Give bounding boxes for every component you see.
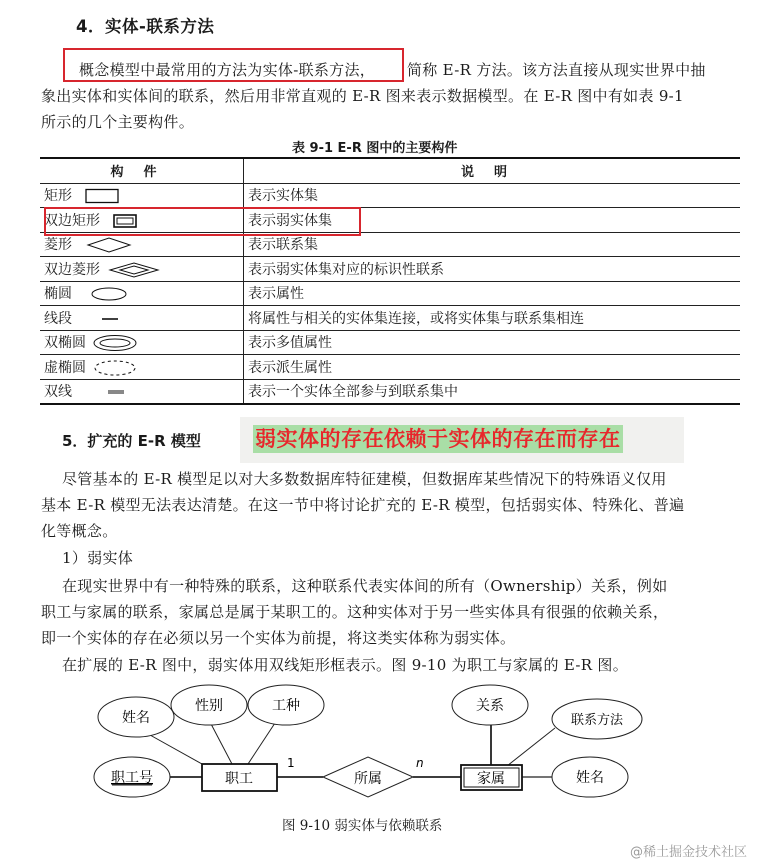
double-diamond-symbol-icon: [108, 261, 160, 279]
double-ellipse-symbol-icon: [92, 334, 138, 352]
description-cell: 表示弱实体集对应的标识性联系: [244, 257, 741, 282]
component-label: 双线: [44, 384, 72, 401]
section-5-para2-line1: 在现实世界中有一种特殊的联系，这种联系代表实体间的所有（Ownership）关系，例如: [62, 577, 668, 595]
svg-text:所属: 所属: [354, 771, 382, 787]
dashed-ellipse-symbol-icon: [92, 359, 138, 377]
table-row: [40, 306, 740, 331]
component-label: 虚椭圆: [44, 359, 86, 376]
component-label: 线段: [44, 310, 72, 327]
section-4-heading: 4．实体-联系方法: [76, 17, 215, 36]
description-cell: 表示属性: [244, 281, 741, 306]
table-row: [40, 355, 740, 380]
section-5-heading: 5．扩充的 E-R 模型: [62, 432, 201, 450]
double-line-symbol-icon: [106, 387, 126, 397]
relationship-belongs-diamond: [323, 757, 413, 797]
cardinality-n: n: [416, 756, 424, 770]
attribute-name-ellipse: [98, 697, 174, 737]
section-4-para-line3: 所示的几个主要构件。: [41, 113, 195, 131]
section-4-para-line1-highlight: 概念模型中最常用的方法为实体-联系方法，: [79, 61, 376, 79]
attribute-relation-ellipse: [452, 685, 528, 725]
attribute-contact-ellipse: [552, 699, 642, 739]
component-label: 菱形: [44, 237, 72, 254]
attribute-dependent-name-ellipse: [552, 757, 628, 797]
header-component: 构件: [40, 158, 244, 183]
component-label: 双椭圆: [44, 335, 86, 352]
er-diagram-figure: [0, 680, 781, 810]
svg-text:家属: 家属: [477, 771, 505, 787]
svg-text:职工: 职工: [225, 771, 253, 787]
ellipse-symbol-icon: [90, 286, 130, 302]
section-5-para3-line1: 在扩展的 E-R 图中，弱实体用双线矩形框表示。图 9-10 为职工与家属的 E-R 图。: [62, 656, 628, 674]
weak-entity-dependent-double-rectangle: [461, 765, 522, 790]
attribute-job-type-ellipse: [248, 685, 324, 725]
table-row: [40, 257, 740, 282]
entity-employee-rectangle: [202, 764, 277, 791]
header-description: 说明: [244, 158, 741, 183]
table-header-row: [40, 158, 740, 183]
section-5-para1-line2: 基本 E-R 模型无法表达清楚。在这一节中将讨论扩充的 E-R 模型，包括弱实体、特殊化、普遍: [41, 496, 685, 514]
svg-text:联系方法: 联系方法: [570, 713, 624, 728]
table-row: [40, 183, 740, 208]
figure-caption: 图 9-10 弱实体与依赖联系: [282, 818, 443, 834]
section-4-para-line1-rest: 简称 E-R 方法。该方法直接从现实世界中抽: [407, 61, 706, 79]
description-cell: 表示弱实体集: [244, 208, 741, 233]
table-row: [40, 330, 740, 355]
svg-text:工种: 工种: [272, 698, 300, 714]
diamond-symbol-icon: [84, 236, 134, 254]
component-label: 矩形: [44, 188, 72, 205]
annotation-banner: [240, 417, 684, 463]
watermark: @稀土掘金技术社区: [630, 845, 748, 860]
section-5-para2-line2: 职工与家属的联系，家属总是属于某职工的。这种实体对于另一些实体具有很强的依赖关系，: [41, 603, 669, 621]
section-5-para1-line1: 尽管基本的 E-R 模型足以对大多数数据库特征建模，但数据库某些情况下的特殊语义仅用: [62, 470, 667, 488]
table-row: [40, 281, 740, 306]
component-label: 椭圆: [44, 286, 72, 303]
component-label: 双边矩形: [44, 212, 100, 229]
section-4-para-line2: 象出实体和实体间的联系，然后用非常直观的 E-R 图来表示数据模型。在 E-R 图中有如表 9-1: [41, 87, 684, 105]
description-cell: 表示多值属性: [244, 330, 741, 355]
section-5-para2-line3: 即一个实体的存在必须以另一个实体为前提，将这类实体称为弱实体。: [41, 629, 516, 647]
svg-text:性别: 性别: [195, 698, 223, 714]
component-label: 双边菱形: [44, 261, 100, 278]
red-highlight-box-weak-entity-row: [44, 207, 361, 236]
section-5-para1-line3: 化等概念。: [41, 522, 118, 540]
attribute-gender-ellipse: [171, 685, 247, 725]
er-components-table: [40, 157, 740, 405]
svg-text:姓名: 姓名: [576, 770, 604, 786]
description-cell: 表示一个实体全部参与到联系集中: [244, 379, 741, 404]
key-attribute-employee-id-ellipse: [94, 757, 170, 797]
red-highlight-box-definition: [63, 48, 404, 82]
line-symbol-icon: [100, 314, 120, 324]
description-cell: 将属性与相关的实体集连接，或将实体集与联系集相连: [244, 306, 741, 331]
table-caption: 表 9-1 E-R 图中的主要构件: [292, 141, 458, 156]
svg-text:职工号: 职工号: [111, 770, 153, 786]
rectangle-symbol-icon: [84, 188, 120, 204]
description-cell: 表示联系集: [244, 232, 741, 257]
annotation-banner-text: 弱实体的存在依赖于实体的存在而存在: [255, 427, 621, 451]
svg-text:姓名: 姓名: [122, 710, 150, 726]
weak-entity-subheading: 1）弱实体: [62, 549, 134, 567]
svg-text:关系: 关系: [476, 698, 504, 714]
table-row: [40, 379, 740, 404]
description-cell: 表示实体集: [244, 183, 741, 208]
cardinality-one: 1: [287, 756, 295, 770]
description-cell: 表示派生属性: [244, 355, 741, 380]
